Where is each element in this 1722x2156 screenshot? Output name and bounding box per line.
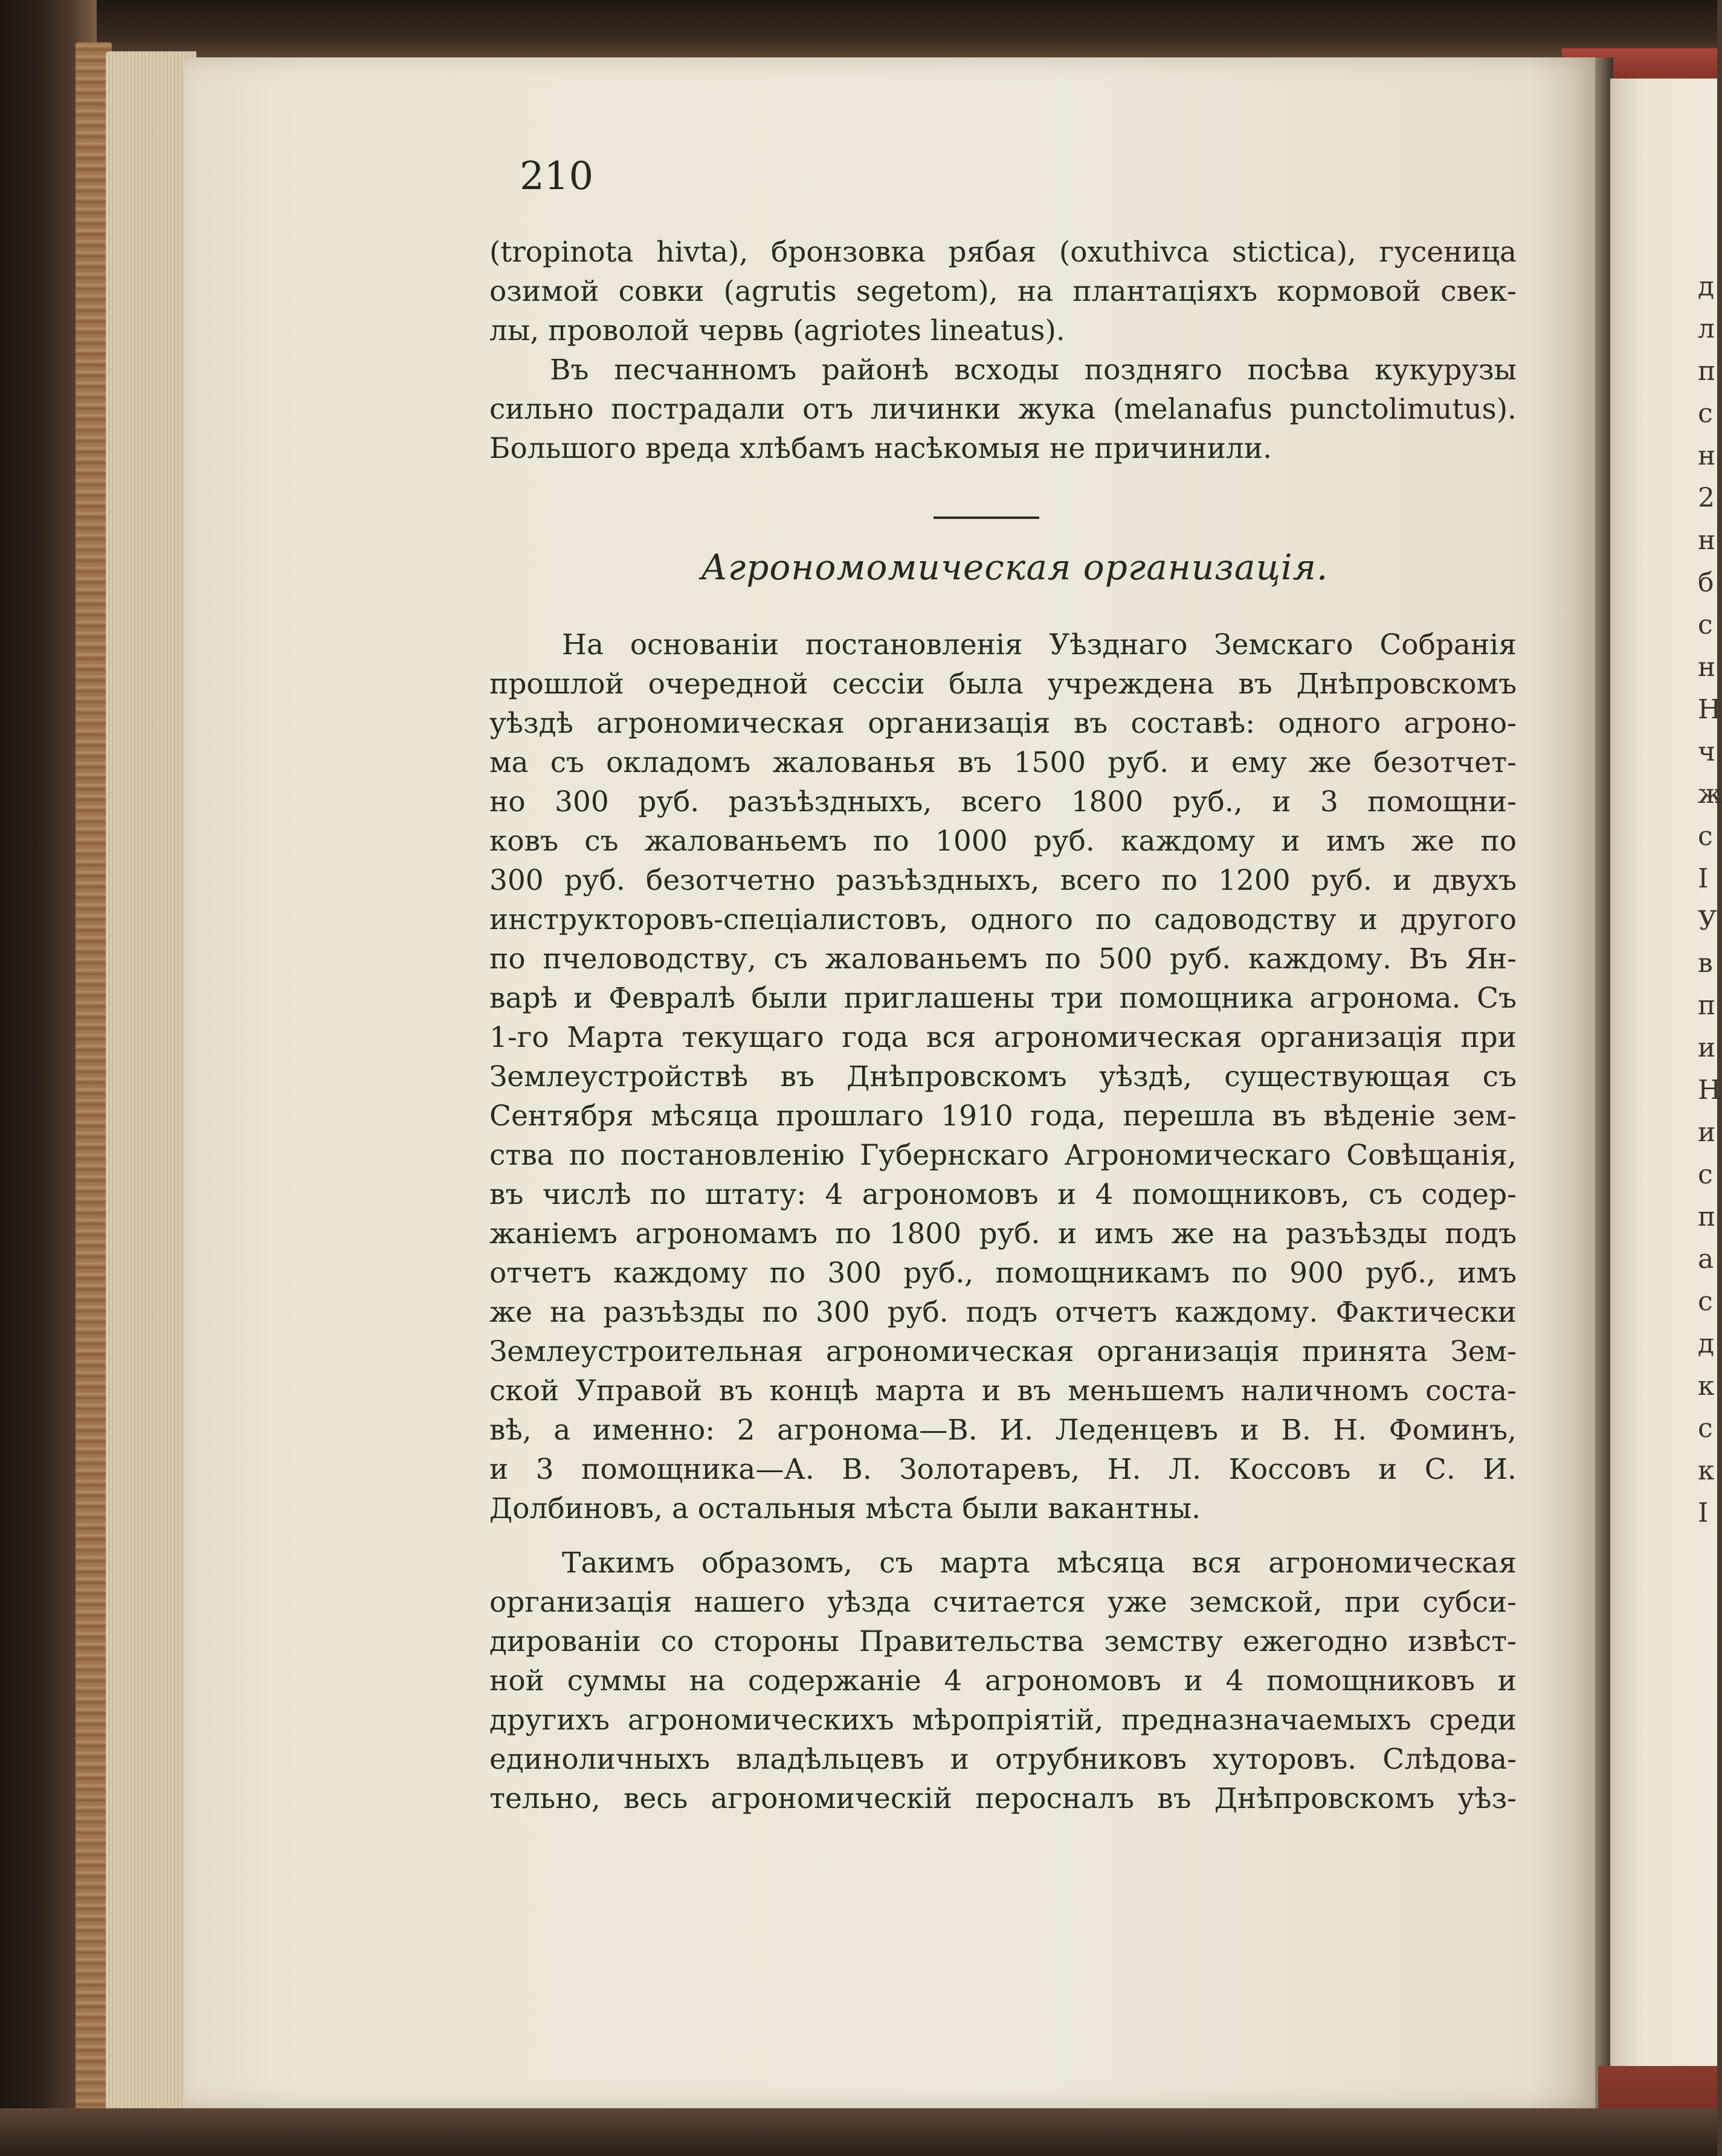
text-line: 300 руб. безотчетно разъѣздныхъ, всего по 1200 руб. и двухъ: [489, 864, 1517, 897]
facing-fragment: с: [1698, 1159, 1713, 1190]
facing-fragment: п: [1698, 1202, 1716, 1232]
text-line: (tropinota hivta), бронзовка рябая (oxuthivca stictica), гусеница: [489, 236, 1517, 269]
paragraph-zemstvo-transfer: [489, 1543, 1517, 1818]
text-line: варѣ и Февралѣ были приглашены три помощника агронома. Съ: [489, 982, 1517, 1015]
facing-fragment: н: [1698, 652, 1716, 683]
scan-background-bottom: [0, 2108, 1717, 2156]
text-line: же на разъѣзды по 300 руб. подъ отчетъ каждому. Фактически: [489, 1296, 1517, 1329]
facing-fragment: а: [1698, 1244, 1714, 1275]
facing-fragment: к: [1698, 1455, 1715, 1486]
scan-background-top: [0, 0, 1717, 57]
text-line: Большого вреда хлѣбамъ насѣкомыя не причинили.: [489, 432, 1272, 465]
facing-fragment: с: [1698, 1413, 1713, 1444]
facing-fragment: п: [1698, 356, 1716, 387]
text-line: Такимъ образомъ, съ марта мѣсяца вся агрономическая: [562, 1546, 1517, 1580]
facing-fragment: н: [1698, 440, 1716, 471]
text-line: Сентября мѣсяца прошлаго 1910 года, перешла въ вѣденiе зем-: [489, 1099, 1517, 1133]
text-line: Долбиновъ, а остальныя мѣста были вакантны.: [489, 1492, 1201, 1525]
facing-fragment: и: [1698, 1117, 1716, 1148]
facing-fragment: л: [1698, 314, 1715, 344]
text-line: вѣ, а именно: 2 агронома—В. И. Леденцевъ и В. Н. Фоминъ,: [489, 1414, 1517, 1447]
facing-fragment: Н: [1698, 1075, 1721, 1105]
text-line: Землеустроительная агрономическая организацiя принята Зем-: [489, 1335, 1517, 1368]
facing-fragment: и: [1698, 1032, 1716, 1063]
section-divider: [934, 516, 1039, 519]
text-line: ма съ окладомъ жалованья въ 1500 руб. и ему же безотчет-: [489, 746, 1517, 779]
text-line: Землеустройствѣ въ Днѣпровскомъ уѣздѣ, существующая съ: [489, 1060, 1517, 1093]
text-line: уѣздѣ агрономическая организацiя въ составѣ: одного агроно-: [489, 707, 1517, 740]
text-line: прошлой очередной сессiи была учреждена въ Днѣпровскомъ: [489, 668, 1517, 701]
facing-fragment: ч: [1698, 736, 1716, 767]
text-line: ства по постановленiю Губернскаго Агрономическаго Совѣщанiя,: [489, 1139, 1517, 1172]
facing-fragment: в: [1698, 948, 1713, 979]
text-line: и 3 помощника—А. В. Золотаревъ, Н. Л. Коссовъ и С. И.: [489, 1453, 1517, 1486]
text-line: Въ песчанномъ районѣ всходы поздняго посѣва кукурузы: [550, 353, 1517, 387]
facing-fragment: 2: [1698, 483, 1715, 513]
facing-fragment: ж: [1698, 779, 1722, 809]
text-line: отчетъ каждому по 300 руб., помощникамъ по 900 руб., имъ: [489, 1257, 1517, 1290]
section-heading: Агрономомическая организацiя.: [701, 547, 1329, 588]
facing-fragment: к: [1698, 1371, 1715, 1401]
facing-fragment: д: [1698, 271, 1715, 302]
text-line: тельно, весь агрономическiй перосналъ въ Днѣпровскомъ уѣз-: [489, 1782, 1517, 1815]
facing-fragment: с: [1698, 1286, 1713, 1317]
paragraph-sandy-district: [489, 350, 1517, 468]
text-line: 1-го Марта текущаго года вся агрономическая организацiя при: [489, 1021, 1517, 1054]
text-line: дированiи со стороны Правительства земству ежегодно извѣст-: [489, 1625, 1517, 1658]
text-line: лы, проволой червь (agriotes lineatus).: [489, 314, 1065, 347]
text-line: но 300 руб. разъѣздныхъ, всего 1800 руб., и 3 помощни-: [489, 785, 1517, 819]
facing-fragment: д: [1698, 1328, 1715, 1359]
text-line: ской Управой въ концѣ марта и въ меньшемъ наличномъ соста-: [489, 1374, 1517, 1408]
text-line: въ числѣ по штату: 4 агрономовъ и 4 помощниковъ, съ содер-: [489, 1178, 1517, 1211]
facing-fragment: п: [1698, 990, 1716, 1021]
text-line: озимой совки (agrutis segetom), на плантацiяхъ кормовой свек-: [489, 275, 1517, 308]
page-edges: [106, 51, 196, 2117]
text-line: организацiя нашего уѣзда считается уже земской, при субси-: [489, 1586, 1517, 1619]
facing-fragment: с: [1698, 398, 1713, 429]
page-number: 210: [520, 154, 594, 199]
paragraph-insects-continued: [489, 233, 1517, 350]
facing-fragment: с: [1698, 610, 1713, 640]
facing-fragment: н: [1698, 525, 1716, 556]
text-line: единоличныхъ владѣльцевъ и отрубниковъ хуторовъ. Слѣдова-: [489, 1743, 1517, 1776]
text-line: ной суммы на содержанiе 4 агрономовъ и 4 помощниковъ и: [489, 1664, 1517, 1697]
facing-page-text-fragments: [1698, 266, 1722, 1534]
text-line: другихъ агрономическихъ мѣропрiятiй, предназначаемыхъ среди: [489, 1704, 1517, 1737]
text-line: жанiемъ агрономамъ по 1800 руб. и имъ же на разъѣзды подъ: [489, 1217, 1517, 1250]
text-line: ковъ съ жалованьемъ по 1000 руб. каждому и имъ же по: [489, 825, 1517, 858]
text-line: сильно пострадали отъ личинки жука (melanafus punctolimutus).: [489, 393, 1517, 426]
text-line: инструкторовъ-спецiалистовъ, одного по садоводству и другого: [489, 903, 1517, 936]
facing-fragment: с: [1698, 821, 1713, 852]
facing-fragment: Н: [1698, 694, 1721, 725]
facing-fragment: I: [1698, 1498, 1709, 1528]
facing-fragment: б: [1698, 567, 1714, 598]
paragraph-agronomic-organization: [489, 625, 1517, 1528]
text-line: по пчеловодству, съ жалованьемъ по 500 руб. каждому. Въ Ян-: [489, 942, 1517, 976]
facing-fragment: У: [1698, 906, 1717, 936]
facing-fragment: I: [1698, 863, 1709, 894]
text-line: На основанiи постановленiя Уѣзднаго Земскаго Собранiя: [562, 628, 1517, 661]
